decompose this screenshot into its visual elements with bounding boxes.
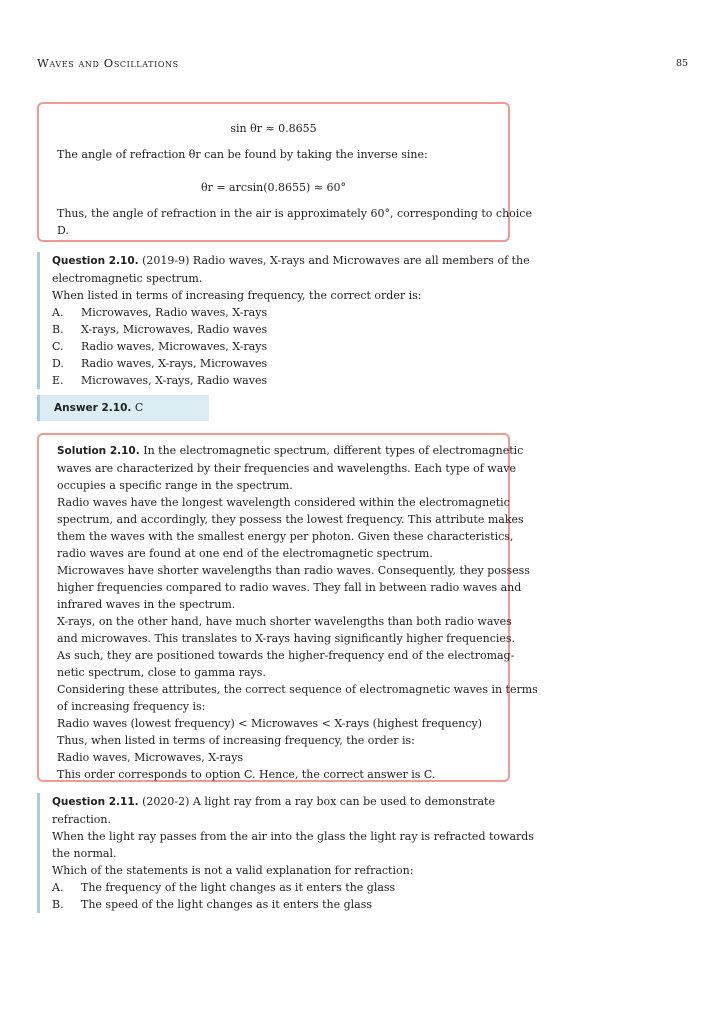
question-text: the normal. [52,847,117,860]
question-text: When listed in terms of increasing frequency, the correct order is: [52,289,422,302]
option-a: A. Microwaves, Radio waves, X-rays [52,306,268,319]
solution-line: Thus, when listed in terms of increasing frequency, the order is: [57,734,415,747]
question-text: electromagnetic spectrum. [52,272,203,285]
solution-line: higher frequencies compared to radio waves. They fall in between radio waves and [57,581,522,594]
answer-box [37,395,209,421]
solution-box [37,433,538,782]
solution-line: X-rays, on the other hand, have much shorter wavelengths than both radio waves [57,615,512,628]
solution-text: D. [57,224,69,237]
answer-label: Answer 2.10. [54,402,132,414]
question-2-11 [37,793,534,913]
solution-line: Radio waves, Microwaves, X-rays [57,751,244,764]
solution-line: spectrum, and accordingly, they possess the lowest frequency. This attribute makes [57,513,524,526]
solution-text: Thus, the angle of refraction in the air is approximately 60°, corresponding to choice [57,207,532,220]
solution-line: As such, they are positioned towards the higher-frequency end of the electromag- [57,649,515,662]
option-b: B. The speed of the light changes as it enters the glass [52,898,373,911]
equation-arcsin: θr = arcsin(0.8655) ≈ 60° [200,181,347,194]
question-text: refraction. [52,813,111,826]
solution-line: of increasing frequency is: [57,700,206,713]
solution-line: Radio waves (lowest frequency) < Microwaves < X-rays (highest frequency) [57,717,482,730]
solution-line: occupies a specific range in the spectrum. [57,479,293,492]
question-text: Which of the statements is not a valid explanation for refraction: [52,864,414,877]
solution-line: radio waves are found at one end of the electromagnetic spectrum. [57,547,433,560]
question-text: (2019-9) Radio waves, X-rays and Microwaves are all members of the [142,254,530,267]
option-c: C. Radio waves, Microwaves, X-rays [52,340,268,353]
solution-box-continued [37,102,532,242]
question-label: Question 2.10. [52,255,139,267]
solution-line: This order corresponds to option C. Hence, the correct answer is C. [57,768,436,781]
solution-line: Radio waves have the longest wavelength considered within the electromagnetic [57,496,510,509]
solution-line: waves are characterized by their frequencies and wavelengths. Each type of wave [57,462,516,475]
solution-line: Considering these attributes, the correct sequence of electromagnetic waves in terms [57,683,538,696]
solution-line: and microwaves. This translates to X-rays having significantly higher frequencies. [57,632,516,645]
solution-text: The angle of refraction θr can be found by taking the inverse sine: [57,148,428,161]
option-d: D. Radio waves, X-rays, Microwaves [52,357,268,370]
solution-line: infrared waves in the spectrum. [57,598,236,611]
page-number: 85 [676,58,689,69]
solution-line: them the waves with the smallest energy per photon. Given these characteristics, [57,530,514,543]
question-2-10 [37,252,530,389]
solution-line: In the electromagnetic spectrum, different types of electromagnetic [143,444,524,457]
solution-line: netic spectrum, close to gamma rays. [57,666,266,679]
answer-value: C [134,401,144,414]
question-label: Question 2.11. [52,796,139,808]
option-e: E. Microwaves, X-rays, Radio waves [52,374,268,387]
equation-sin: sin θr ≈ 0.8655 [230,122,317,135]
running-header: Waves and Oscillations [37,56,179,70]
solution-line: Microwaves have shorter wavelengths than radio waves. Consequently, they possess [57,564,530,577]
option-b: B. X-rays, Microwaves, Radio waves [52,323,268,336]
option-a: A. The frequency of the light changes as it enters the glass [52,881,396,894]
solution-label: Solution 2.10. [57,445,140,457]
question-text: (2020-2) A light ray from a ray box can be used to demonstrate [142,795,495,808]
question-text: When the light ray passes from the air into the glass the light ray is refracted towards [52,830,534,843]
